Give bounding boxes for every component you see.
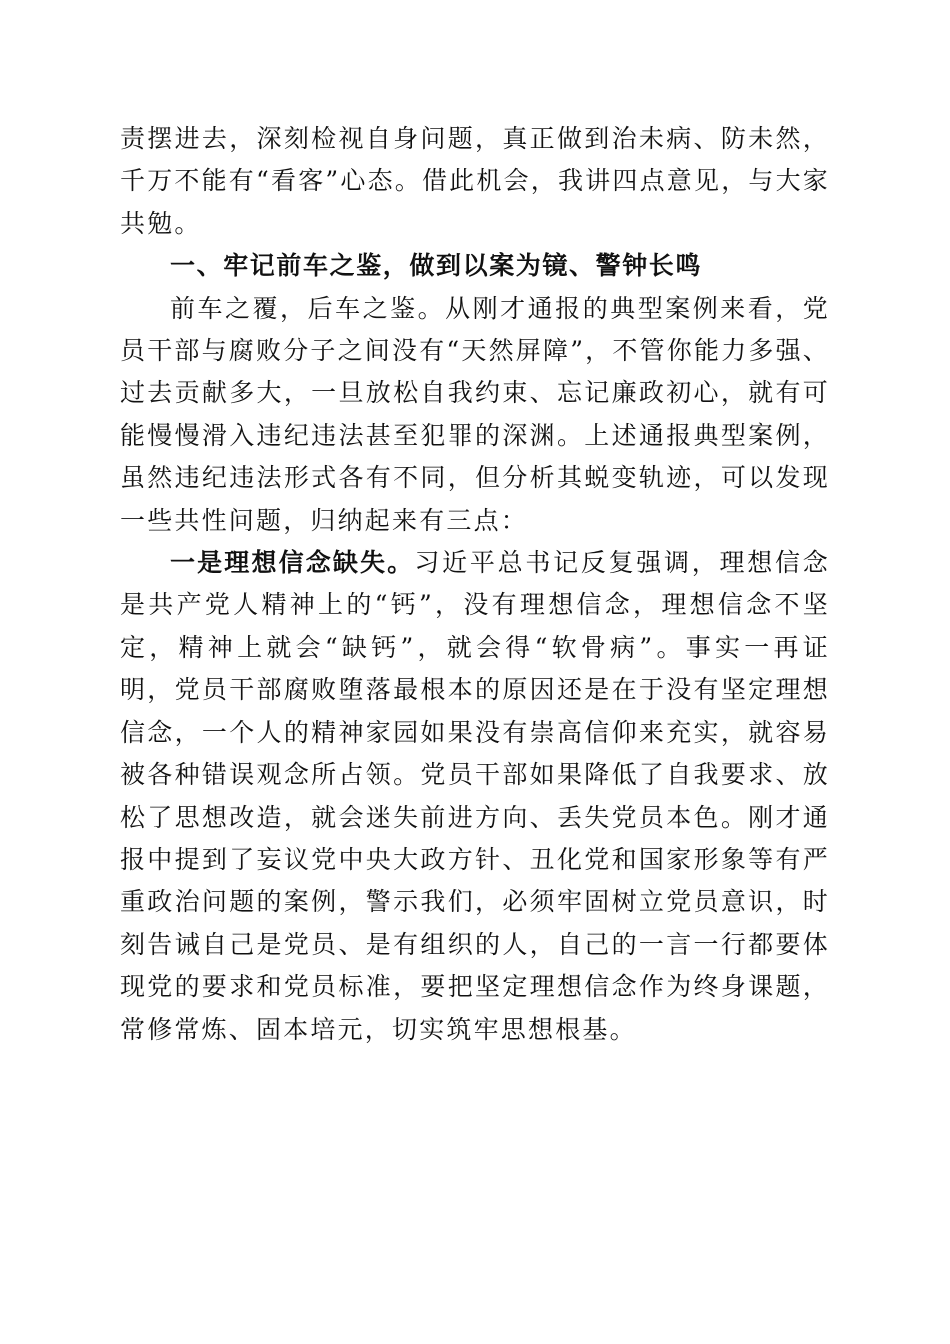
document-page — [120, 118, 830, 1051]
paragraph-point-one — [120, 542, 830, 1051]
paragraph-intro: 前车之覆，后车之鉴。从刚才通报的典型案例来看，党员干部与腐败分子之间没有“天然屏障”，不管你能力多强、过去贡献多大，一旦放松自我约束、忘记廉政初心，就有可能慢慢滑入违纪违法甚至犯罪的深渊。上述通报典型案例，虽然违纪违法形式各有不同，但分析其蜕变轨迹，可以发现一些共性问题，归纳起来有三点： — [120, 293, 830, 535]
point-one-body: 习近平总书记反复强调，理想信念是共产党人精神上的“钙”，没有理想信念，理想信念不坚定，精神上就会“缺钙”，就会得“软骨病”。事实一再证明，党员干部腐败堕落最根本的原因还是在于没有坚定理想信念，一个人的精神家园如果没有崇高信仰来充实，就容易被各种错误观念所占领。党员干部如果降低了自我要求、放松了思想改造，就会迷失前进方向、丢失党员本色。刚才通报中提到了妄议党中央大政方针、丑化党和国家形象等有严重政治问题的案例，警示我们，必须牢固树立党员意识，时刻告诫自己是党员、是有组织的人，自己的一言一行都要体现党的要求和党员标准，要把坚定理想信念作为终身课题，常修常炼、固本培元，切实筑牢思想根基。 — [120, 548, 830, 1044]
paragraph-continuation: 责摆进去，深刻检视自身问题，真正做到治未病、防未然，千万不能有“看客”心态。借此机会，我讲四点意见，与大家共勉。 — [120, 124, 830, 238]
point-one-lead: 一是理想信念缺失。 — [170, 548, 415, 578]
section-heading: 一、牢记前车之鉴，做到以案为镜、警钟长鸣 — [170, 251, 703, 281]
